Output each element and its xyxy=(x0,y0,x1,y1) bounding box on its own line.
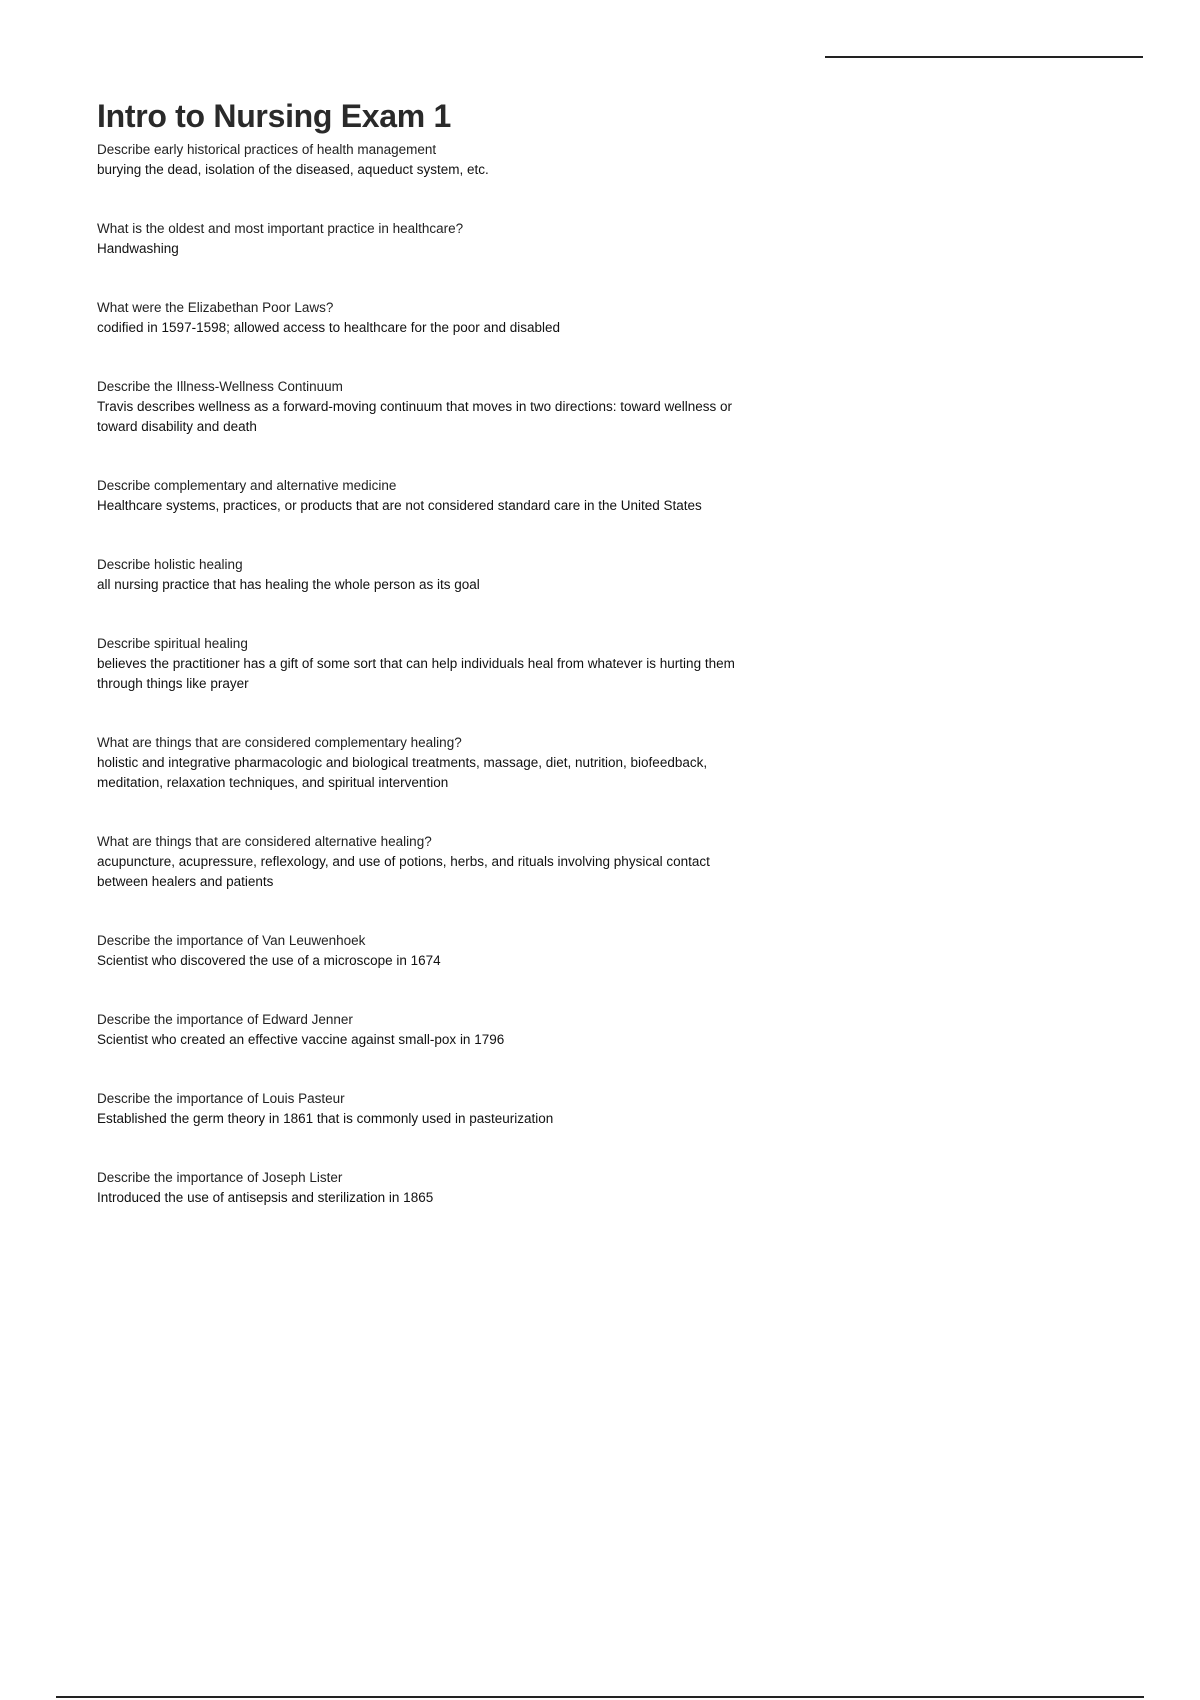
answer-text: Established the germ theory in 1861 that is commonly used in pasteurization xyxy=(97,1111,554,1126)
qa-item-13 xyxy=(97,1168,737,1208)
qa-list xyxy=(97,140,737,1208)
question-text: Describe complementary and alternative medicine xyxy=(97,478,397,493)
footer-rule xyxy=(56,1696,1144,1698)
document-title: Intro to Nursing Exam 1 xyxy=(97,98,452,134)
question-text: Describe the importance of Louis Pasteur xyxy=(97,1091,345,1106)
question-text: What are things that are considered complementary healing? xyxy=(97,735,462,750)
answer-text: Introduced the use of antisepsis and sterilization in 1865 xyxy=(97,1190,434,1205)
question-text: Describe the importance of Van Leuwenhoek xyxy=(97,933,366,948)
question-text: What were the Elizabethan Poor Laws? xyxy=(97,300,334,315)
answer-text: Handwashing xyxy=(97,241,179,256)
qa-item-10 xyxy=(97,931,737,971)
qa-item-9 xyxy=(97,832,737,892)
question-text: What are things that are considered alternative healing? xyxy=(97,834,432,849)
qa-item-7 xyxy=(97,634,737,694)
answer-text: Scientist who discovered the use of a microscope in 1674 xyxy=(97,953,441,968)
question-text: Describe spiritual healing xyxy=(97,636,248,651)
qa-item-12 xyxy=(97,1089,737,1129)
qa-item-6 xyxy=(97,555,737,595)
answer-text: holistic and integrative pharmacologic and biological treatments, massage, diet, nutrition, biofeedback, meditation, relaxation techniques, and spiritual intervention xyxy=(97,755,708,790)
qa-item-1 xyxy=(97,140,737,180)
question-text: Describe the Illness-Wellness Continuum xyxy=(97,379,343,394)
qa-item-8 xyxy=(97,733,737,793)
question-text: Describe the importance of Joseph Lister xyxy=(97,1170,343,1185)
document-body xyxy=(97,96,737,1247)
answer-text: burying the dead, isolation of the diseased, aqueduct system, etc. xyxy=(97,162,489,177)
answer-text: acupuncture, acupressure, reflexology, and use of potions, herbs, and rituals involving physical contact between healers and patients xyxy=(97,854,710,889)
answer-text: Scientist who created an effective vaccine against small-pox in 1796 xyxy=(97,1032,505,1047)
question-text: What is the oldest and most important practice in healthcare? xyxy=(97,221,464,236)
question-text: Describe early historical practices of health management xyxy=(97,142,437,157)
answer-text: Healthcare systems, practices, or products that are not considered standard care in the United States xyxy=(97,498,702,513)
qa-item-3 xyxy=(97,298,737,338)
qa-item-11 xyxy=(97,1010,737,1050)
question-text: Describe the importance of Edward Jenner xyxy=(97,1012,353,1027)
answer-text: all nursing practice that has healing the whole person as its goal xyxy=(97,577,480,592)
question-text: Describe holistic healing xyxy=(97,557,243,572)
answer-text: Travis describes wellness as a forward-moving continuum that moves in two directions: toward wellness or toward disability and death xyxy=(97,399,733,434)
qa-item-5 xyxy=(97,476,737,516)
qa-item-4 xyxy=(97,377,737,437)
answer-text: codified in 1597-1598; allowed access to healthcare for the poor and disabled xyxy=(97,320,561,335)
qa-item-2 xyxy=(97,219,737,259)
header-rule xyxy=(825,56,1143,58)
answer-text: believes the practitioner has a gift of some sort that can help individuals heal from whatever is hurting them through things like prayer xyxy=(97,656,735,691)
